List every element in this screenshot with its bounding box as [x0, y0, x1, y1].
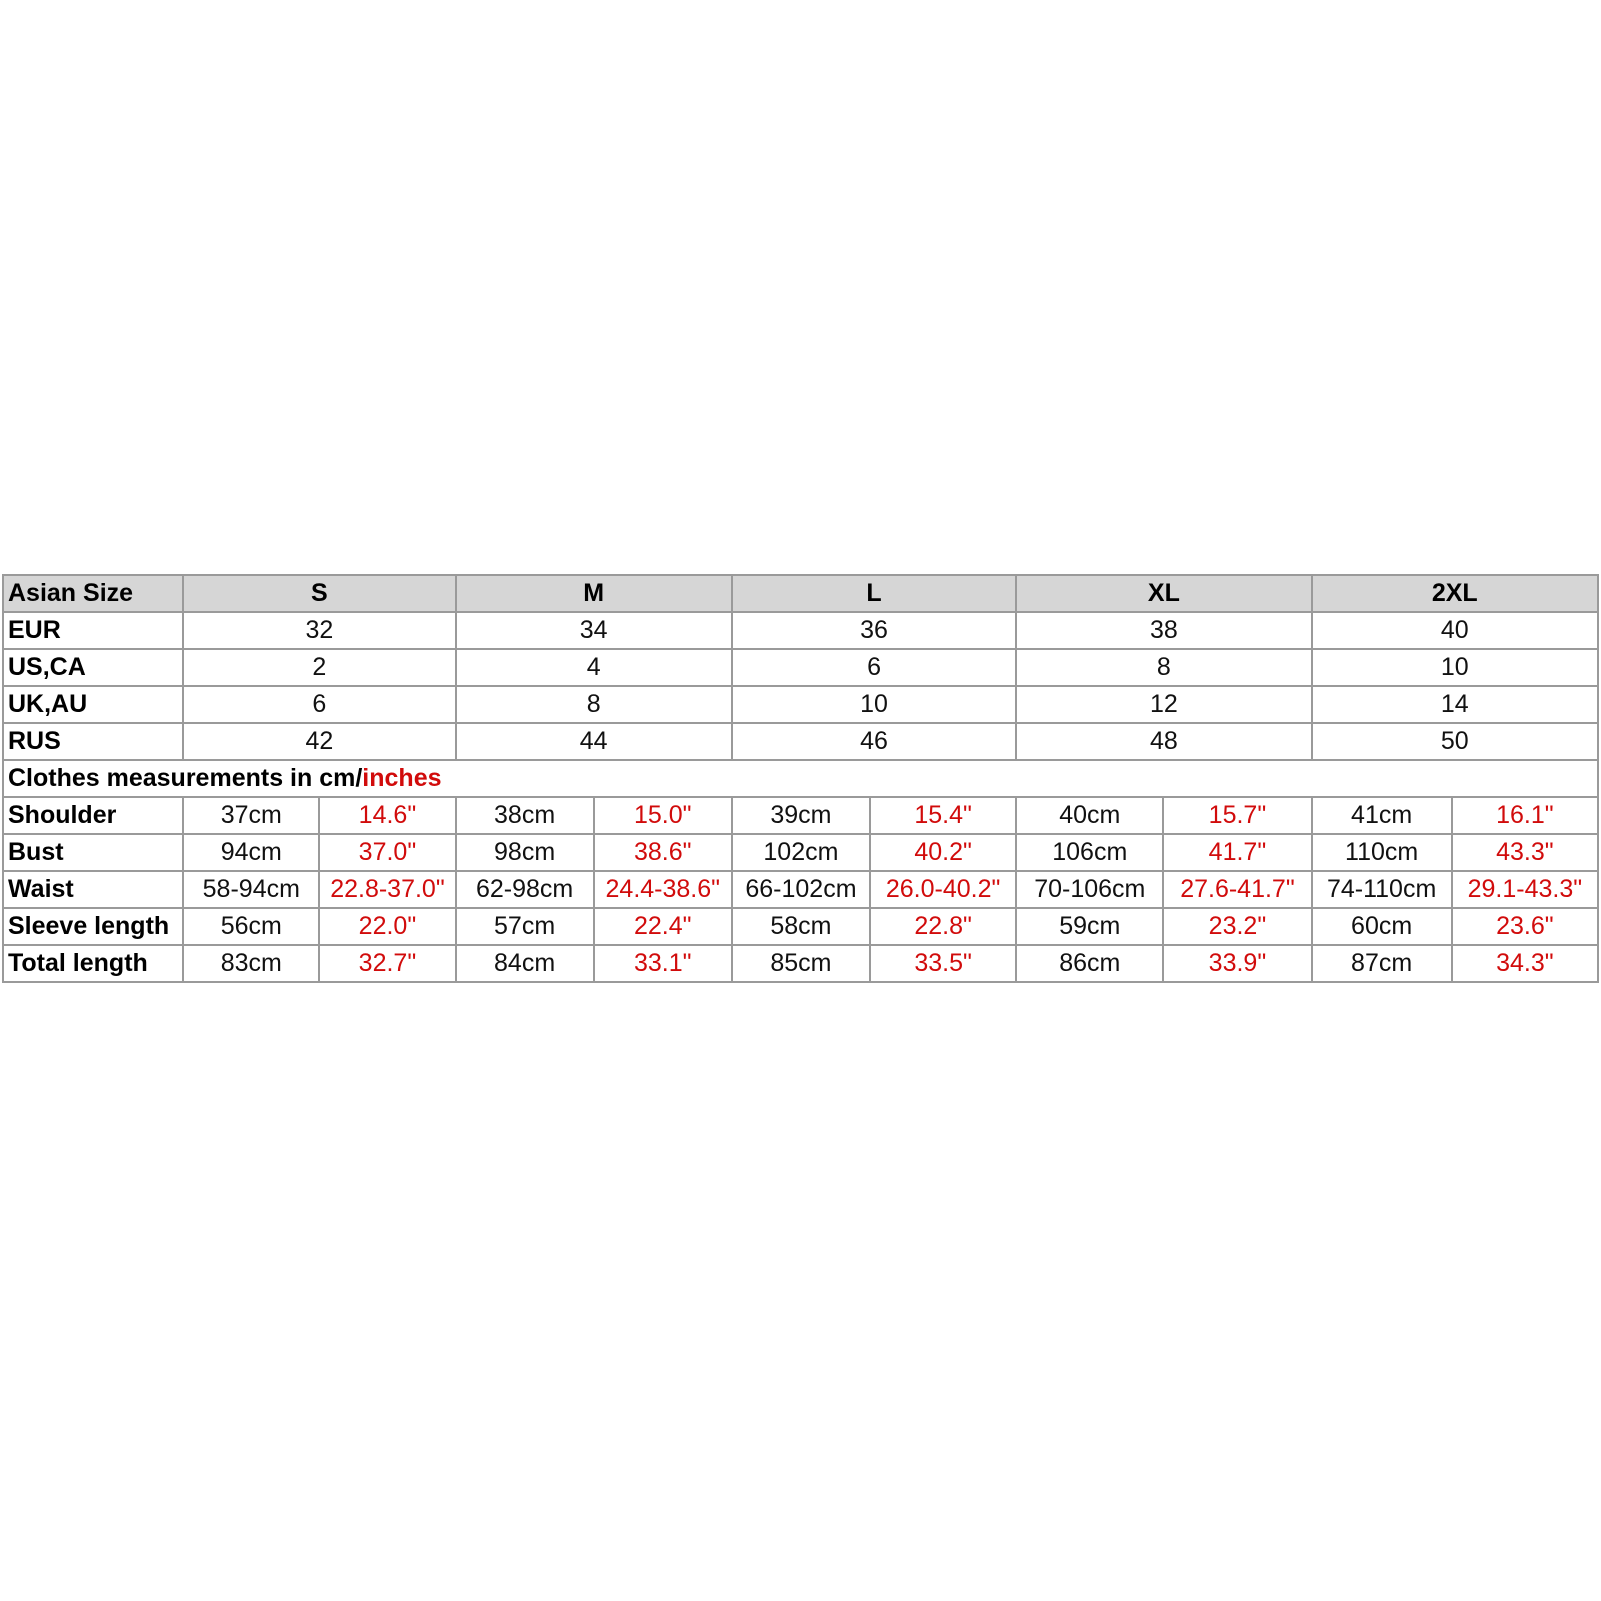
table-cell: 48: [1016, 723, 1311, 760]
table-cell: 12: [1016, 686, 1311, 723]
inch-cell: 41.7": [1163, 834, 1311, 871]
conversion-row-us-ca: [3, 649, 1598, 686]
cm-cell: 98cm: [456, 834, 594, 871]
table-cell: 34: [456, 612, 732, 649]
cm-cell: 87cm: [1312, 945, 1452, 982]
cm-cell: 94cm: [183, 834, 319, 871]
cm-cell: 83cm: [183, 945, 319, 982]
inch-cell: 23.2": [1163, 908, 1311, 945]
row-label: UK,AU: [3, 686, 183, 723]
inch-cell: 24.4-38.6": [594, 871, 732, 908]
inch-cell: 33.1": [594, 945, 732, 982]
size-header-m: M: [456, 575, 732, 612]
cm-cell: 57cm: [456, 908, 594, 945]
inch-cell: 22.8-37.0": [319, 871, 455, 908]
inch-cell: 37.0": [319, 834, 455, 871]
measurement-row-total-length: [3, 945, 1598, 982]
row-label: Waist: [3, 871, 183, 908]
inch-cell: 29.1-43.3": [1452, 871, 1598, 908]
table-cell: 36: [732, 612, 1016, 649]
row-label: RUS: [3, 723, 183, 760]
table-cell: 38: [1016, 612, 1311, 649]
cm-cell: 84cm: [456, 945, 594, 982]
measurements-section-row: [3, 760, 1598, 797]
table-cell: 46: [732, 723, 1016, 760]
measurement-row-waist: [3, 871, 1598, 908]
table-cell: 6: [183, 686, 455, 723]
conversion-row-uk-au: [3, 686, 1598, 723]
inch-cell: 26.0-40.2": [870, 871, 1016, 908]
row-label: Sleeve length: [3, 908, 183, 945]
inch-cell: 22.8": [870, 908, 1016, 945]
cm-cell: 106cm: [1016, 834, 1163, 871]
row-label: Total length: [3, 945, 183, 982]
cm-cell: 37cm: [183, 797, 319, 834]
inch-cell: 27.6-41.7": [1163, 871, 1311, 908]
table-cell: 10: [1312, 649, 1598, 686]
cm-cell: 74-110cm: [1312, 871, 1452, 908]
cm-cell: 110cm: [1312, 834, 1452, 871]
row-label: Shoulder: [3, 797, 183, 834]
inch-cell: 23.6": [1452, 908, 1598, 945]
cm-cell: 86cm: [1016, 945, 1163, 982]
cm-cell: 38cm: [456, 797, 594, 834]
table-cell: 42: [183, 723, 455, 760]
measurements-section-title: [3, 760, 1598, 797]
table-cell: 8: [1016, 649, 1311, 686]
inch-cell: 22.0": [319, 908, 455, 945]
inch-cell: 16.1": [1452, 797, 1598, 834]
table-cell: 2: [183, 649, 455, 686]
cm-cell: 58-94cm: [183, 871, 319, 908]
asian-size-label: Asian Size: [3, 575, 183, 612]
cm-cell: 58cm: [732, 908, 870, 945]
table-cell: 8: [456, 686, 732, 723]
conversion-row-eur: [3, 612, 1598, 649]
cm-cell: 39cm: [732, 797, 870, 834]
table-cell: 50: [1312, 723, 1598, 760]
cm-cell: 102cm: [732, 834, 870, 871]
size-chart-table: [2, 574, 1599, 983]
inch-cell: 33.5": [870, 945, 1016, 982]
section-title-inches: inches: [362, 764, 442, 792]
row-label: EUR: [3, 612, 183, 649]
conversion-row-rus: [3, 723, 1598, 760]
measurement-row-sleeve-length: [3, 908, 1598, 945]
inch-cell: 40.2": [870, 834, 1016, 871]
table-cell: 40: [1312, 612, 1598, 649]
inch-cell: 34.3": [1452, 945, 1598, 982]
inch-cell: 32.7": [319, 945, 455, 982]
inch-cell: 43.3": [1452, 834, 1598, 871]
cm-cell: 66-102cm: [732, 871, 870, 908]
inch-cell: 15.4": [870, 797, 1016, 834]
measurement-row-shoulder: [3, 797, 1598, 834]
table-cell: 10: [732, 686, 1016, 723]
cm-cell: 41cm: [1312, 797, 1452, 834]
cm-cell: 85cm: [732, 945, 870, 982]
table-cell: 6: [732, 649, 1016, 686]
size-header-xl: XL: [1016, 575, 1311, 612]
section-title-cm: Clothes measurements in cm/: [8, 764, 363, 792]
table-cell: 44: [456, 723, 732, 760]
size-header-row: [3, 575, 1598, 612]
size-header-2xl: 2XL: [1312, 575, 1598, 612]
inch-cell: 33.9": [1163, 945, 1311, 982]
cm-cell: 59cm: [1016, 908, 1163, 945]
cm-cell: 56cm: [183, 908, 319, 945]
table-cell: 14: [1312, 686, 1598, 723]
row-label: US,CA: [3, 649, 183, 686]
cm-cell: 62-98cm: [456, 871, 594, 908]
size-header-s: S: [183, 575, 455, 612]
inch-cell: 22.4": [594, 908, 732, 945]
inch-cell: 38.6": [594, 834, 732, 871]
table-cell: 32: [183, 612, 455, 649]
cm-cell: 60cm: [1312, 908, 1452, 945]
inch-cell: 15.7": [1163, 797, 1311, 834]
table-cell: 4: [456, 649, 732, 686]
measurement-row-bust: [3, 834, 1598, 871]
inch-cell: 15.0": [594, 797, 732, 834]
size-header-l: L: [732, 575, 1016, 612]
inch-cell: 14.6": [319, 797, 455, 834]
cm-cell: 70-106cm: [1016, 871, 1163, 908]
row-label: Bust: [3, 834, 183, 871]
cm-cell: 40cm: [1016, 797, 1163, 834]
